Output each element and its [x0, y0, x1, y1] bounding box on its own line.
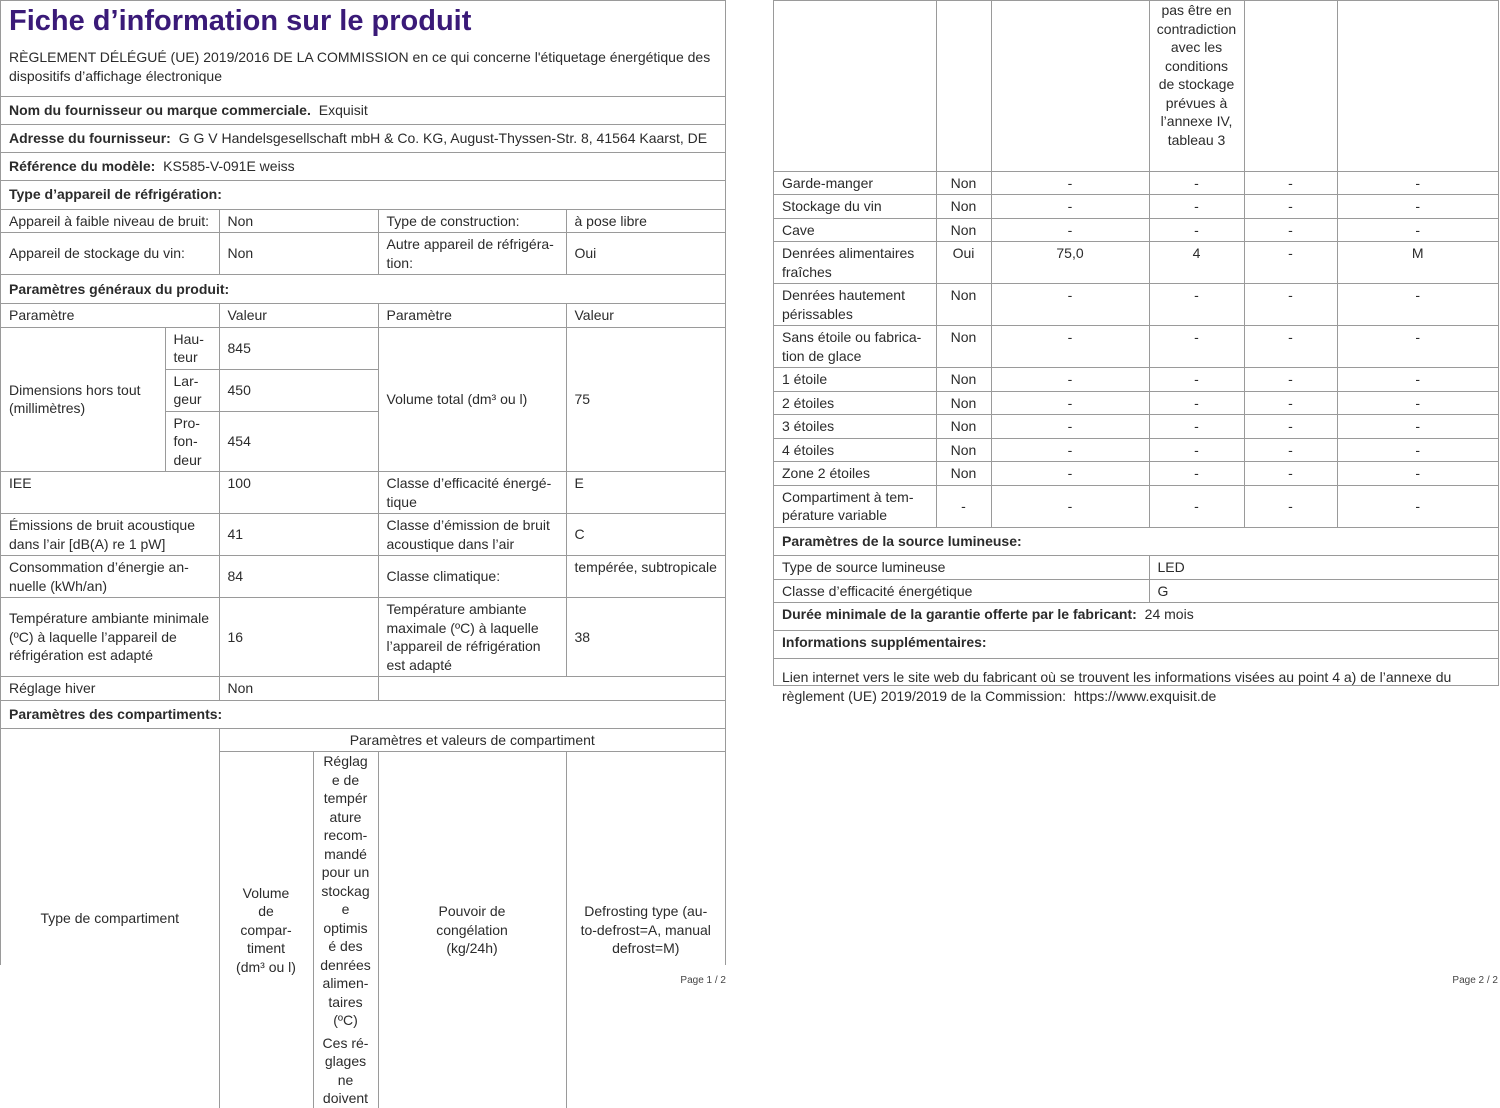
- table-row: [774, 462, 1498, 486]
- compartment-name: Sans étoile ou fabrication de glace: [774, 326, 936, 368]
- table-row: [774, 438, 1498, 462]
- compartment-name: Denrées hautement périssables: [774, 284, 936, 326]
- min-temp-label: Température ambiante minimale (ºC) à laquelle l’appareil de réfrigération est adapté: [1, 598, 219, 677]
- compartment-present: Oui: [936, 242, 991, 284]
- compartment-temp: -: [1149, 171, 1244, 195]
- consumption-value: 84: [219, 556, 378, 598]
- compartment-freeze: -: [1244, 462, 1337, 486]
- height-value: 845: [219, 327, 378, 369]
- supplier-name-value: Exquisit: [318, 101, 368, 118]
- compartment-present: -: [936, 485, 991, 527]
- dimensions-label: Dimensions hors tout (millimètres): [1, 327, 165, 472]
- supplier-address-value: G G V Handelsgesellschaft mbH & Co. KG, August-Thyssen-Str. 8, 41564 Kaarst, DE: [178, 129, 708, 146]
- manufacturer-link[interactable]: https://www.exquisit.de: [1073, 687, 1217, 704]
- compartment-temp: -: [1149, 284, 1244, 326]
- table-row: [774, 218, 1498, 242]
- warranty-row: [774, 603, 1498, 631]
- light-class-value: G: [1149, 579, 1498, 603]
- col-value-2: Valeur: [566, 304, 725, 328]
- compartment-volume: -: [991, 284, 1149, 326]
- compartment-present: Non: [936, 391, 991, 415]
- comp-type-header: Type de compartiment: [1, 728, 219, 1108]
- wine-value: Non: [219, 233, 378, 275]
- compartment-freeze: -: [1244, 326, 1337, 368]
- compartment-present: Non: [936, 438, 991, 462]
- comp-defrost-header: Defrosting type (auto-defrost=A, manual defrost=M): [566, 752, 725, 1108]
- compartment-volume: -: [991, 438, 1149, 462]
- page-2-frame: [773, 0, 1499, 704]
- low-noise-label: Appareil à faible niveau de bruit:: [1, 209, 219, 233]
- table-row: [774, 242, 1498, 284]
- eff-class-label: Classe d’efficacité énergétique: [378, 472, 566, 514]
- page-1-footer: Page 1 / 2: [680, 975, 726, 986]
- compartment-present: Non: [936, 284, 991, 326]
- depth-label: Profondeur: [165, 411, 219, 472]
- page-2: [773, 0, 1500, 988]
- winter-label: Réglage hiver: [1, 677, 219, 701]
- light-type-value: LED: [1149, 556, 1498, 580]
- cont-volume-cell: [991, 1, 1149, 171]
- compartment-present: Non: [936, 171, 991, 195]
- cont-type-cell: [774, 1, 936, 171]
- compartment-freeze: -: [1244, 195, 1337, 219]
- model-label: Référence du modèle:: [9, 157, 156, 174]
- volume-value: 75: [566, 327, 725, 472]
- compartment-freeze: -: [1244, 218, 1337, 242]
- other-value: Oui: [566, 233, 725, 275]
- table-row: [774, 284, 1498, 326]
- table-row: [774, 326, 1498, 368]
- compartment-volume: -: [991, 368, 1149, 392]
- compartment-temp: -: [1149, 415, 1244, 439]
- max-temp-value: 38: [566, 598, 725, 677]
- comp-freeze-header: Pouvoir de congélation (kg/24h): [378, 752, 566, 1108]
- compartment-defrost: -: [1337, 368, 1498, 392]
- compartment-freeze: -: [1244, 368, 1337, 392]
- additional-heading: Informations supplémentaires:: [774, 631, 1498, 659]
- winter-value: Non: [219, 677, 378, 701]
- col-value: Valeur: [219, 304, 378, 328]
- compartment-volume: -: [991, 415, 1149, 439]
- climate-label: Classe climatique:: [378, 556, 566, 598]
- compartment-volume: -: [991, 171, 1149, 195]
- compartment-temp: 4: [1149, 242, 1244, 284]
- compartment-name: Compartiment à température variable: [774, 485, 936, 527]
- compartment-defrost: -: [1337, 415, 1498, 439]
- compartment-temp: -: [1149, 326, 1244, 368]
- comp-temp-note-cont: pas être en contradiction avec les conditions de stockage prévues à l’annexe IV, tableau 3: [1149, 1, 1244, 171]
- page-title: Fiche d’information sur le produit: [9, 5, 472, 37]
- compartment-freeze: -: [1244, 438, 1337, 462]
- model-row: [1, 152, 725, 180]
- construction-value: à pose libre: [566, 209, 725, 233]
- model-value: KS585-V-091E weiss: [163, 157, 295, 174]
- compartment-name: 4 étoiles: [774, 438, 936, 462]
- noise-class-label: Classe d’émission de bruit acoustique dans l’air: [378, 514, 566, 556]
- compartment-name: Cave: [774, 218, 936, 242]
- compartment-volume: -: [991, 485, 1149, 527]
- iee-value: 100: [219, 472, 378, 514]
- appliance-type-heading: Type d’appareil de réfrigération:: [1, 180, 725, 209]
- col-param: Paramètre: [1, 304, 219, 328]
- supplier-address-row: [1, 124, 725, 152]
- cont-defrost-cell: [1337, 1, 1498, 171]
- light-type-label: Type de source lumineuse: [774, 556, 1149, 580]
- light-heading: Paramètres de la source lumineuse:: [774, 528, 1498, 556]
- compartment-freeze: -: [1244, 284, 1337, 326]
- compartment-defrost: -: [1337, 326, 1498, 368]
- compartment-temp: -: [1149, 195, 1244, 219]
- compartment-freeze: -: [1244, 485, 1337, 527]
- noise-label: Émissions de bruit acoustique dans l’air [dB(A) re 1 pW]: [1, 514, 219, 556]
- compartment-rows: [774, 171, 1498, 527]
- iee-label: IEE: [1, 472, 219, 514]
- compartment-name: Garde-manger: [774, 171, 936, 195]
- compartments-heading: Paramètres des compartiments:: [1, 700, 725, 728]
- compartment-freeze: -: [1244, 242, 1337, 284]
- climate-value: tempérée, subtropicale: [566, 556, 725, 598]
- comp-volume-header: Volume de compartiment (dm³ ou l): [219, 752, 313, 1108]
- comp-temp-header: Réglage de température recommandé pour un stockage optimisé des denrées alimentaires (ºC): [320, 753, 371, 1028]
- compartment-defrost: -: [1337, 284, 1498, 326]
- compartment-table: [774, 1, 1498, 528]
- consumption-label: Consommation d’énergie annuelle (kWh/an): [1, 556, 219, 598]
- compartment-present: Non: [936, 326, 991, 368]
- compartment-volume: -: [991, 391, 1149, 415]
- table-row: [774, 368, 1498, 392]
- cont-present-cell: [936, 1, 991, 171]
- table-row: [774, 391, 1498, 415]
- light-source-table: [774, 528, 1498, 715]
- width-value: 450: [219, 369, 378, 411]
- compartment-volume: -: [991, 195, 1149, 219]
- light-class-label: Classe d’efficacité énergétique: [774, 579, 1149, 603]
- min-temp-value: 16: [219, 598, 378, 677]
- product-info-table: [1, 1, 725, 1108]
- compartment-defrost: -: [1337, 438, 1498, 462]
- comp-params-header: Paramètres et valeurs de compartiment: [219, 728, 725, 752]
- compartment-freeze: -: [1244, 415, 1337, 439]
- compartment-volume: -: [991, 462, 1149, 486]
- compartment-present: Non: [936, 462, 991, 486]
- warranty-label: Durée minimale de la garantie offerte par le fabricant:: [782, 606, 1137, 622]
- noise-value: 41: [219, 514, 378, 556]
- table-row: [774, 195, 1498, 219]
- compartment-name: 1 étoile: [774, 368, 936, 392]
- cont-freeze-cell: [1244, 1, 1337, 171]
- compartment-defrost: -: [1337, 391, 1498, 415]
- supplier-name-label: Nom du fournisseur ou marque commerciale.: [9, 101, 311, 118]
- compartment-defrost: -: [1337, 218, 1498, 242]
- compartment-volume: 75,0: [991, 242, 1149, 284]
- compartment-name: 2 étoiles: [774, 391, 936, 415]
- link-row: [774, 659, 1498, 715]
- general-heading: Paramètres généraux du produit:: [1, 275, 725, 304]
- max-temp-label: Température ambiante maximale (ºC) à laquelle l’appareil de réfrigération est adapté: [378, 598, 566, 677]
- compartment-temp: -: [1149, 462, 1244, 486]
- eff-class-value: E: [566, 472, 725, 514]
- compartment-name: Denrées alimentaires fraîches: [774, 242, 936, 284]
- page-2-footer: Page 2 / 2: [1452, 975, 1498, 986]
- compartment-name: 3 étoiles: [774, 415, 936, 439]
- compartment-volume: -: [991, 218, 1149, 242]
- comp-temp-note: Ces réglages ne doivent: [322, 1034, 369, 1106]
- supplier-address-label: Adresse du fournisseur:: [9, 129, 171, 146]
- compartment-temp: -: [1149, 485, 1244, 527]
- compartment-defrost: -: [1337, 171, 1498, 195]
- volume-label: Volume total (dm³ ou l): [378, 327, 566, 472]
- compartment-freeze: -: [1244, 171, 1337, 195]
- width-label: Largeur: [165, 369, 219, 411]
- winter-empty: [378, 677, 725, 701]
- height-label: Hauteur: [165, 327, 219, 369]
- compartment-name: Stockage du vin: [774, 195, 936, 219]
- compartment-defrost: -: [1337, 195, 1498, 219]
- table-row: [774, 171, 1498, 195]
- construction-label: Type de construction:: [378, 209, 566, 233]
- compartment-name: Zone 2 étoiles: [774, 462, 936, 486]
- compartment-present: Non: [936, 368, 991, 392]
- warranty-value: 24 mois: [1144, 606, 1194, 622]
- compartment-volume: -: [991, 326, 1149, 368]
- depth-value: 454: [219, 411, 378, 472]
- page-1: [0, 0, 726, 1106]
- compartment-present: Non: [936, 195, 991, 219]
- wine-label: Appareil de stockage du vin:: [1, 233, 219, 275]
- other-label: Autre appareil de réfrigération:: [378, 233, 566, 275]
- comp-temp-cell: [313, 752, 378, 1108]
- compartment-defrost: -: [1337, 485, 1498, 527]
- noise-class-value: C: [566, 514, 725, 556]
- compartment-present: Non: [936, 218, 991, 242]
- compartment-temp: -: [1149, 438, 1244, 462]
- table-row: [774, 485, 1498, 527]
- compartment-freeze: -: [1244, 391, 1337, 415]
- col-param-2: Paramètre: [378, 304, 566, 328]
- compartment-defrost: M: [1337, 242, 1498, 284]
- compartment-present: Non: [936, 415, 991, 439]
- compartment-temp: -: [1149, 368, 1244, 392]
- compartment-temp: -: [1149, 218, 1244, 242]
- compartment-defrost: -: [1337, 462, 1498, 486]
- link-text: Lien internet vers le site web du fabricant où se trouvent les informations visées au point 4 a) de l’annexe du règlement (UE) 2019/2019 de la Commission:: [782, 669, 1452, 704]
- supplier-name-row: [1, 96, 725, 124]
- compartment-temp: -: [1149, 391, 1244, 415]
- table-row: [774, 415, 1498, 439]
- regulation-text: RÈGLEMENT DÉLÉGUÉ (UE) 2019/2016 DE LA COMMISSION en ce qui concerne l'étiquetage énergétique des dispositifs d’affichage électronique: [1, 39, 725, 96]
- low-noise-value: Non: [219, 209, 378, 233]
